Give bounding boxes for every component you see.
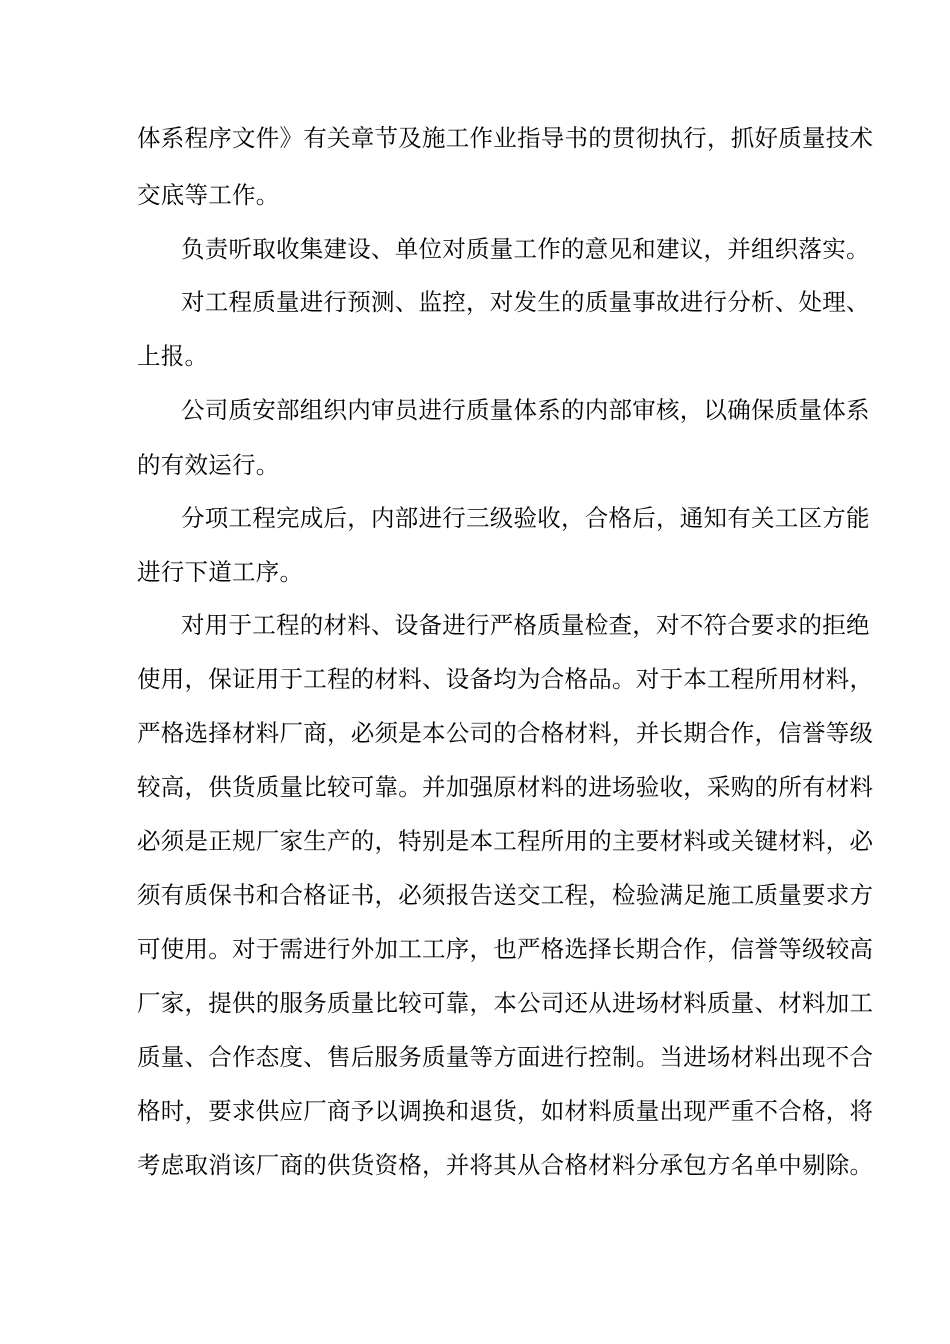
text-line: 使用，保证用于工程的材料、设备均为合格品。对于本工程所用材料， xyxy=(137,665,874,693)
text-line: 的有效运行。 xyxy=(137,451,280,479)
paragraph-start-line: 对用于工程的材料、设备进行严格质量检查，对不符合要求的拒绝 xyxy=(181,611,870,639)
text-line: 须有质保书和合格证书，必须报告送交工程，检验满足施工质量要求方 xyxy=(137,881,874,909)
text-line: 体系程序文件》有关章节及施工作业指导书的贯彻执行，抓好质量技术 xyxy=(137,124,874,152)
text-line: 进行下道工序。 xyxy=(137,558,304,586)
text-line: 交底等工作。 xyxy=(137,181,280,209)
text-line: 必须是正规厂家生产的，特别是本工程所用的主要材料或关键材料，必 xyxy=(137,827,874,855)
text-line: 质量、合作态度、售后服务质量等方面进行控制。当进场材料出现不合 xyxy=(137,1043,874,1071)
text-line: 上报。 xyxy=(137,342,209,370)
text-line: 可使用。对于需进行外加工工序，也严格选择长期合作，信誉等级较高 xyxy=(137,935,874,963)
text-line: 格时，要求供应厂商予以调换和退货，如材料质量出现严重不合格，将 xyxy=(137,1097,874,1125)
text-line: 较高，供货质量比较可靠。并加强原材料的进场验收，采购的所有材料 xyxy=(137,773,874,801)
paragraph-start-line: 负责听取收集建设、单位对质量工作的意见和建议，并组织落实。 xyxy=(181,235,870,263)
text-line: 考虑取消该厂商的供货资格，并将其从合格材料分承包方名单中剔除。 xyxy=(137,1151,874,1179)
paragraph-start-line: 分项工程完成后，内部进行三级验收，合格后，通知有关工区方能 xyxy=(181,504,870,532)
text-line: 厂家，提供的服务质量比较可靠，本公司还从进场材料质量、材料加工 xyxy=(137,989,874,1017)
paragraph-start-line: 公司质安部组织内审员进行质量体系的内部审核，以确保质量体系 xyxy=(181,396,870,424)
paragraph-start-line: 对工程质量进行预测、监控，对发生的质量事故进行分析、处理、 xyxy=(181,288,870,316)
text-line: 严格选择材料厂商，必须是本公司的合格材料，并长期合作，信誉等级 xyxy=(137,719,874,747)
